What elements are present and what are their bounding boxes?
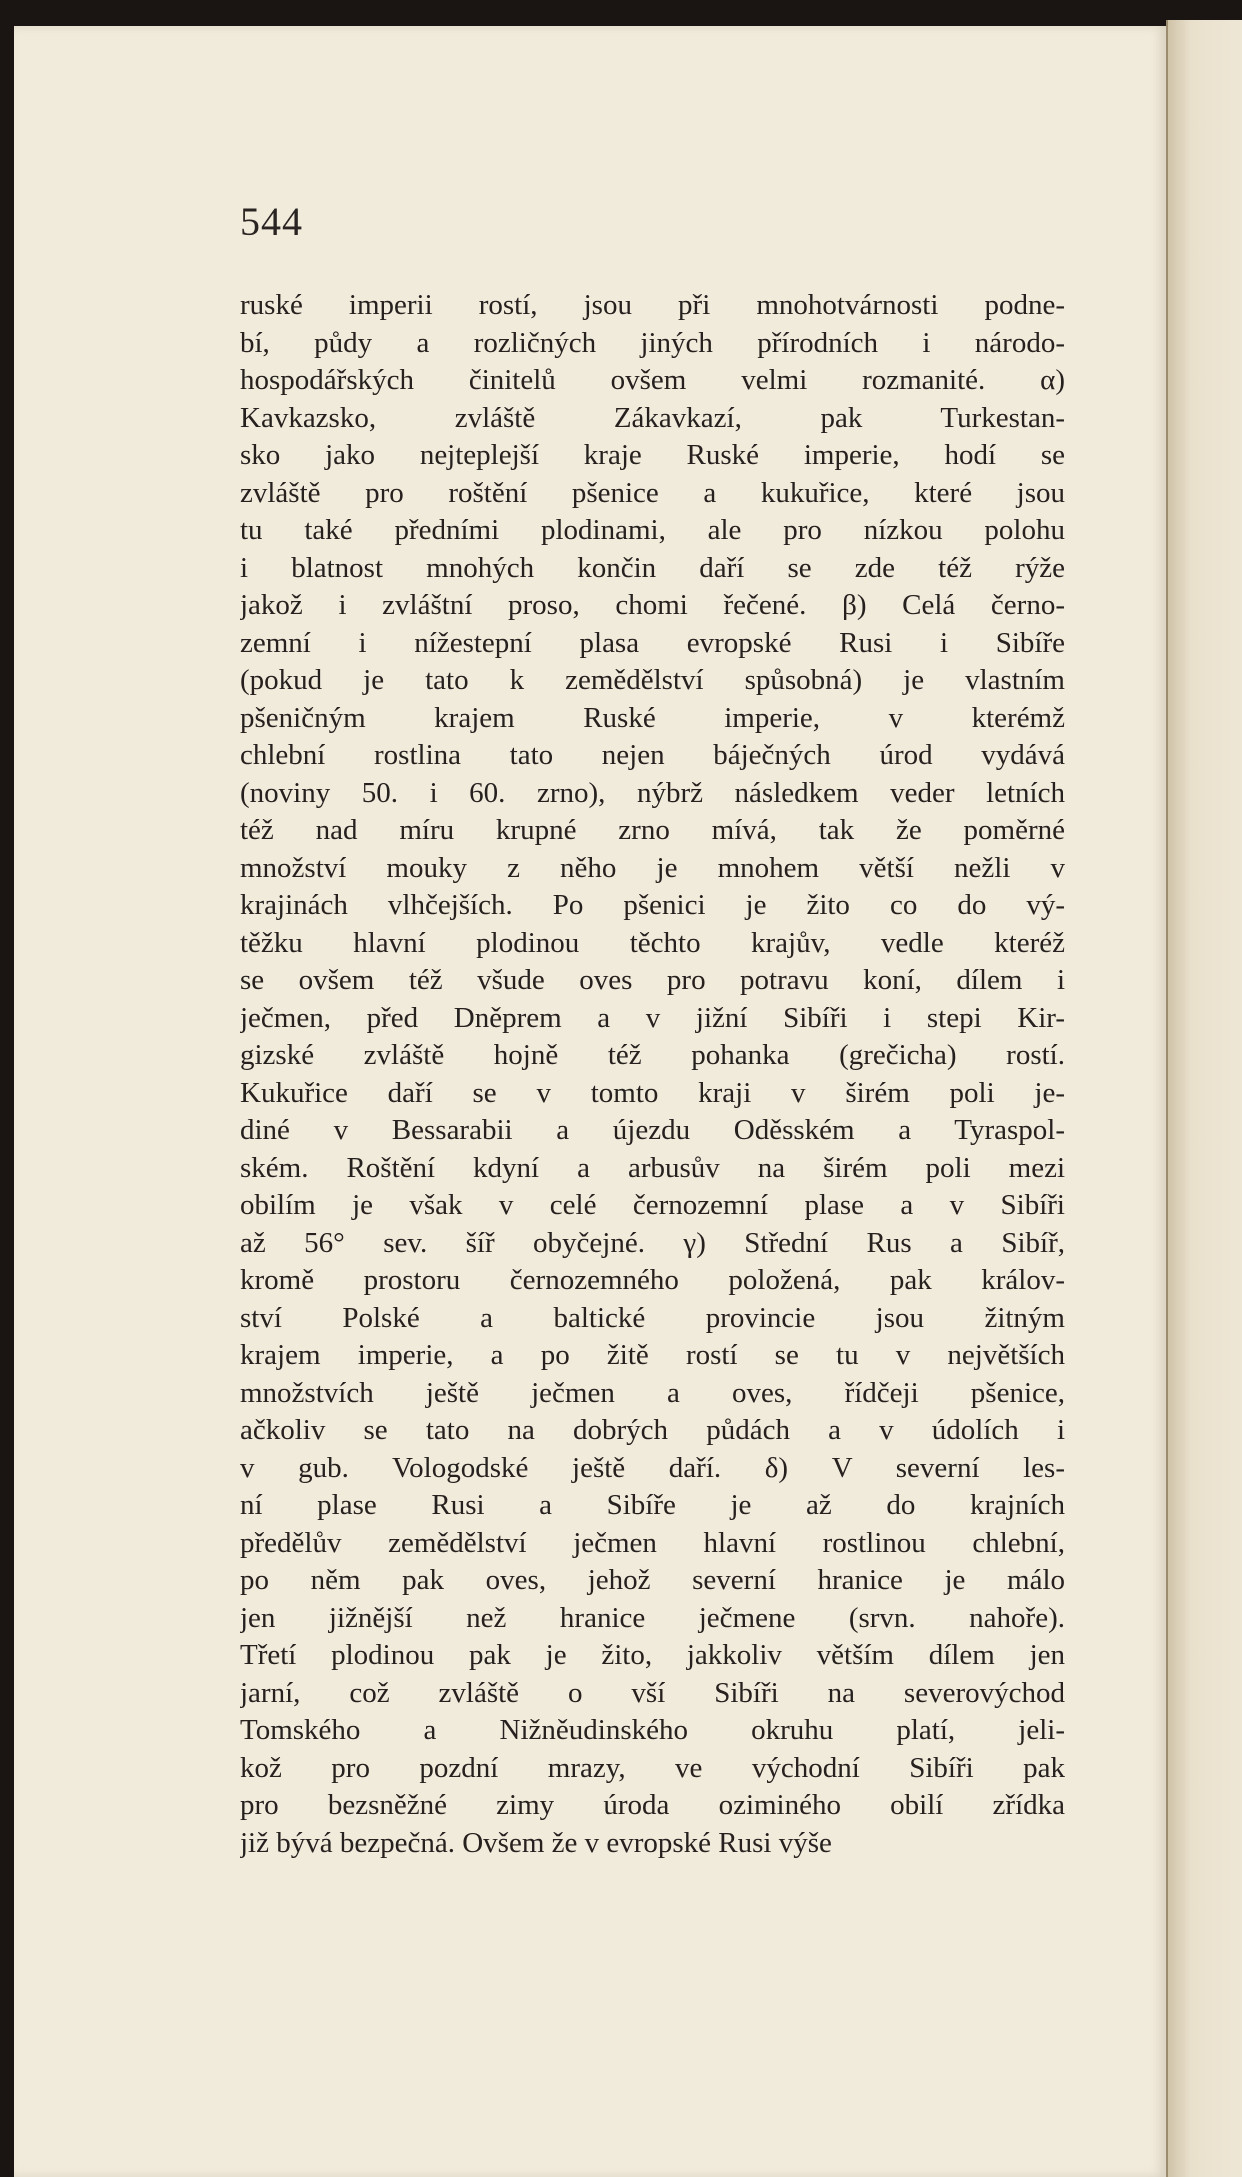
text-line: již bývá bezpečná. Ovšem že v evropské Rusi výše <box>240 1826 832 1859</box>
text-line: předělův zemědělství ječmen hlavní rostlinou chlební, <box>240 1526 1065 1559</box>
text-line: jen jižnější než hranice ječmene (srvn. nahoře). <box>240 1601 1065 1634</box>
text-line: (pokud je tato k zemědělství spůsobná) je vlastním <box>240 664 1065 696</box>
text-line: gizské zvláště hojně též pohanka (grečicha) rostí. <box>240 1039 1065 1071</box>
text-line: sko jako nejteplejší kraje Ruské imperie, hodí se <box>240 439 1065 471</box>
text-line: (noviny 50. i 60. zrno), nýbrž následkem veder letních <box>240 776 1065 809</box>
body-text <box>240 287 1065 1862</box>
text-line: krajinách vlhčejších. Po pšenici je žito co do vý- <box>240 889 1065 921</box>
text-line: zvláště pro roštění pšenice a kukuřice, které jsou <box>240 476 1065 509</box>
text-line: diné v Bessarabii a újezdu Oděsském a Tyraspol- <box>240 1114 1065 1146</box>
text-line: až 56° sev. šíř obyčejné. γ) Střední Rus a Sibíř, <box>240 1226 1065 1259</box>
text-line: pro bezsněžné zimy úroda oziminého obilí zřídka <box>240 1789 1065 1821</box>
text-line: obilím je však v celé černozemní plase a v Sibíři <box>240 1189 1065 1221</box>
text-line: jakož i zvláštní proso, chomi řečené. β) Celá černo- <box>240 589 1065 621</box>
text-line: množství mouky z něho je mnohem větší nežli v <box>240 851 1065 884</box>
next-page-edge <box>1166 20 1242 2177</box>
text-line: Třetí plodinou pak je žito, jakkoliv větším dílem jen <box>240 1639 1065 1671</box>
text-line: též nad míru krupné zrno mívá, tak že poměrné <box>240 814 1065 846</box>
text-line: kož pro pozdní mrazy, ve východní Sibíři pak <box>240 1751 1065 1784</box>
text-line: Kukuřice daří se v tomto kraji v širém poli je- <box>240 1076 1065 1109</box>
text-line: pšeničným krajem Ruské imperie, v kterémž <box>240 701 1065 734</box>
text-line: krajem imperie, a po žitě rostí se tu v největších <box>240 1339 1065 1371</box>
text-line: ačkoliv se tato na dobrých půdách a v údolích i <box>240 1414 1065 1446</box>
text-line: množstvích ještě ječmen a oves, řídčeji pšenice, <box>240 1376 1065 1409</box>
text-line: ruské imperii rostí, jsou při mnohotvárnosti podne- <box>240 289 1065 321</box>
text-line: v gub. Vologodské ještě daří. δ) V severní les- <box>240 1451 1065 1484</box>
text-line: tu také předními plodinami, ale pro nízkou polohu <box>240 514 1065 546</box>
text-line: ní plase Rusi a Sibíře je až do krajních <box>240 1489 1065 1521</box>
text-line: bí, půdy a rozličných jiných přírodních i národo- <box>240 326 1065 359</box>
text-line: ském. Roštění kdyní a arbusův na širém poli mezi <box>240 1151 1065 1184</box>
text-line: kromě prostoru černozemného položená, pak králov- <box>240 1264 1065 1296</box>
text-line: i blatnost mnohých končin daří se zde též rýže <box>240 551 1065 584</box>
text-line: hospodářských činitelů ovšem velmi rozmanité. α) <box>240 364 1065 396</box>
text-line: těžku hlavní plodinou těchto krajův, vedle kteréž <box>240 926 1065 959</box>
text-line: ství Polské a baltické provincie jsou žitným <box>240 1301 1065 1334</box>
text-line: Tomského a Nižněudinského okruhu platí, jeli- <box>240 1714 1065 1746</box>
text-line: Kavkazsko, zvláště Zákavkazí, pak Turkestan- <box>240 401 1065 434</box>
text-line: po něm pak oves, jehož severní hranice je málo <box>240 1564 1065 1596</box>
text-line: chlební rostlina tato nejen báječných úrod vydává <box>240 739 1065 771</box>
page-number: 544 <box>240 199 303 244</box>
text-line: zemní i nížestepní plasa evropské Rusi i Sibíře <box>240 626 1065 659</box>
text-line: ječmen, před Dněprem a v jižní Sibíři i stepi Kir- <box>240 1001 1065 1034</box>
text-line: jarní, což zvláště o vší Sibíři na severovýchod <box>240 1676 1065 1709</box>
text-line: se ovšem též všude oves pro potravu koní, dílem i <box>240 964 1065 996</box>
